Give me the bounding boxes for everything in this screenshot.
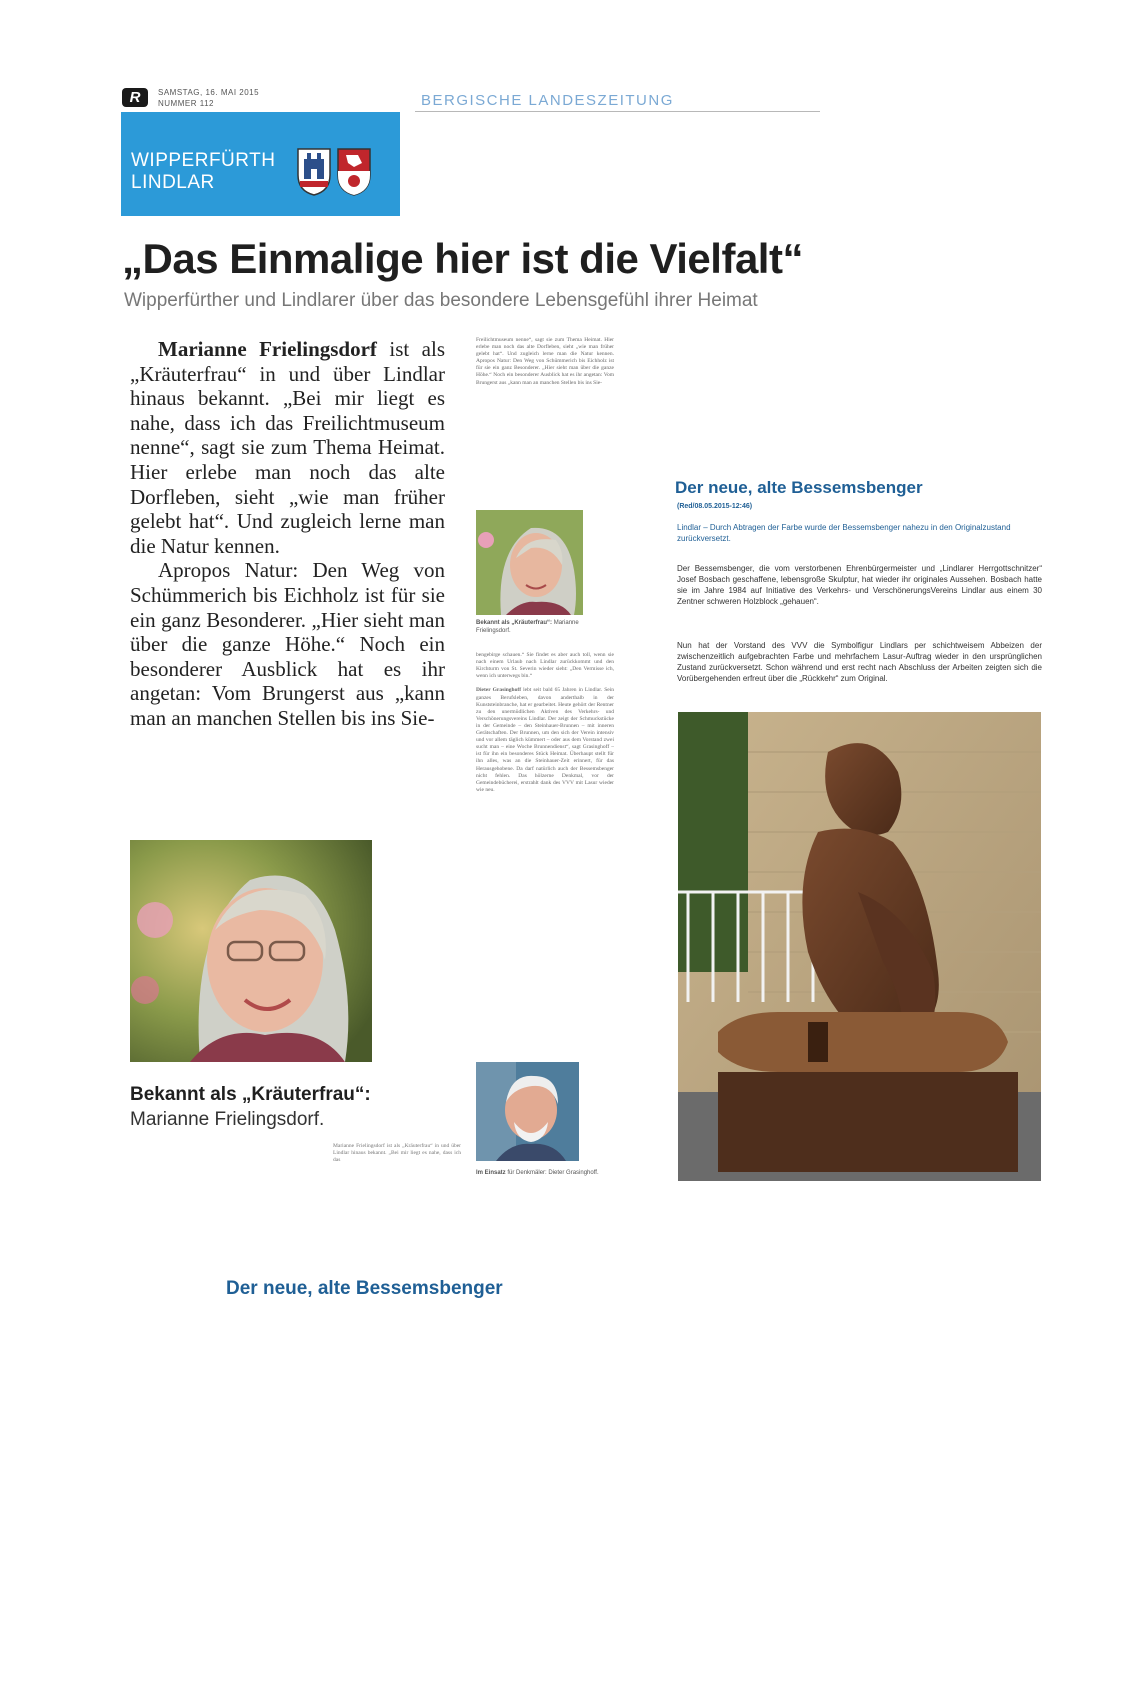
person-name: Marianne Frielingsdorf: [158, 337, 377, 361]
online-article-title: Der neue, alte Bessemsbenger: [675, 478, 923, 497]
wipperfuerth-crest-icon: [296, 147, 332, 197]
lindlar-crest-icon: [336, 147, 372, 197]
small-portrait-photo-frielingsdorf: [476, 510, 583, 615]
paragraph-1: Marianne Frielingsdorf ist als „Kräuterfrau“ in und über Lindlar hinaus bekannt. „Bei mir liegt es nahe, dass ich das Freilichtmuseum nenne“, sagt sie zum Thema Heimat. Hier erlebe man noch das alte Dorfleben, sieht „wie man früher gelebt hat“. Und zugleich lerne man die Natur kennen.: [130, 337, 445, 558]
issue-date: SAMSTAG, 16. MAI 2015: [158, 88, 260, 97]
portrait-photo-grasinghoff: [476, 1062, 579, 1161]
paragraph-2: Apropos Natur: Den Weg von Schümmerich bis Eichholz ist für sie ein ganz Besonderer. „Hier sieht man über die ganze Höhe.“ Noch ein besonderer Ausblick hat es ihr angetan: Vom Brungerst aus „kann man an manchen Stellen bis ins Sie-: [130, 558, 445, 730]
bessemsbenger-statue-photo: [678, 712, 1041, 1181]
column2-middle-text: bengebirge schauen.“ Sie findet es aber auch toll, wenn sie nach einem Urlaub nach Lindlar zurückkommt und den Kirchturm von St. Severin wieder sieht: „Den Vermisse ich, wenn ich unterwegs bin.“ Dieter Grasinghoff lebt seit bald 65 Jahren in Lindlar. Sein ganzes Berufsleben, davon anderthalb in der Kunststeinbranche, hat er gearbeitet. Heute gehört der Rentner zu den unermüdlichen Aktiven des Verkehrs- und Verschönerungsvereins Lindlar. Der zeigt der Schmuckstücke in der Gemeinde – den Steinhauer-Brunnen – mit inneren Gerätschaften. Der Brunnen, um den sich der Verein intensiv und vor allem täglich kümmert – oder aus dem Vorstand zwei sucht man – eine Woche Brunnendienst“, sagt Grasinghoff – ist für ihn ein besonderes Stück Heimat. Überhaupt stellt für ihn alles, was an die Steinhauer-Zeit erinnert, für das Herausgehobene. Da darf natürlich auch der Bessemsbenger nicht fehlen. Das hölzerne Denkmal, vor der Gemeindebücherei, erstrahlt dank des VVV mit Lasur wieder wie neu.: [476, 652, 614, 793]
region-label-wipperfuerth: WIPPERFÜRTH: [131, 150, 276, 171]
online-article-meta: (Red/08.05.2015-12:46): [677, 503, 753, 510]
online-article-paragraph-1: Der Bessemsbenger, die vom verstorbenen Ehrenbürgermeister und „Lindlarer Herrgottschnitzer“ Josef Bosbach geschaffene, lebensgroße Skulptur, hat wieder ihr originales Aussehen. Bosbach hatte sie im Jahre 1984 auf Initiative des Verkehrs- und VerschönerungsVereins Lindlar aus einem 30 Zentner schweren Holzblock „gehauen“.: [677, 564, 1042, 606]
online-article-paragraph-2: Nun hat der Vorstand des VVV die Symbolfigur Lindlars per schichtweisem Abbeizen der zwischenzeitlich aufgebrachten Farbe und mehrfachem Lasur-Auftrag wieder in den ursprünglichen Zustand zurückversetzt. Schon während und erst recht nach Abschluss der Arbeiten zeigten sich die Vorübergehenden erfreut über die „Rückkehr“ zum Original.: [677, 641, 1042, 683]
article-subheadline: Wipperfürther und Lindlarer über das besondere Lebensgefühl ihrer Heimat: [124, 290, 758, 311]
masthead-divider: [415, 111, 820, 112]
portrait-photo-frielingsdorf: [130, 840, 372, 1062]
small-photo-caption-1: Bekannt als „Kräuterfrau“: Marianne Frielingsdorf.: [476, 620, 579, 634]
column2-top-text: Freilichtmuseum nenne“, sagt sie zum Thema Heimat. Hier erlebe man noch das alte Dorfleben, sieht „wie man früher gelebt hat“. Und zugleich lerne man die Natur kennen. Apropos Natur: Den Weg von Schümmerich bis Eichholz ist für sie ein ganz Besonderer. „Hier sieht man über die ganze Höhe.“ Noch ein besonderer Ausblick hat es ihr angetan: Vom Brungerst aus „kann man an manchen Stellen bis ins Sie-: [476, 337, 614, 386]
bottom-title: Der neue, alte Bessemsbenger: [226, 1278, 503, 1299]
article-headline: „Das Einmalige hier ist die Vielfalt“: [122, 235, 803, 282]
online-article-lead: Lindlar – Durch Abtragen der Farbe wurde der Bessemsbenger nahezu in den Originalzustand zurückversetzt.: [677, 523, 1011, 543]
newspaper-name: BERGISCHE LANDESZEITUNG: [421, 92, 674, 109]
issue-number: NUMMER 112: [158, 99, 214, 108]
article-main-text: [130, 337, 445, 731]
column-continuation-text: Marianne Frielingsdorf ist als „Kräuterfrau“ in und über Lindlar hinaus bekannt. „Bei mir liegt es nahe, dass ich das: [333, 1143, 461, 1163]
region-banner: [121, 112, 400, 216]
newspaper-logo: R: [122, 88, 148, 107]
small-photo-caption-2: Im Einsatz für Denkmäler: Dieter Grasinghoff.: [476, 1170, 599, 1176]
photo-caption-frielingsdorf: Bekannt als „Kräuterfrau“: Marianne Frielingsdorf.: [130, 1084, 371, 1130]
region-label-lindlar: LINDLAR: [131, 172, 215, 193]
